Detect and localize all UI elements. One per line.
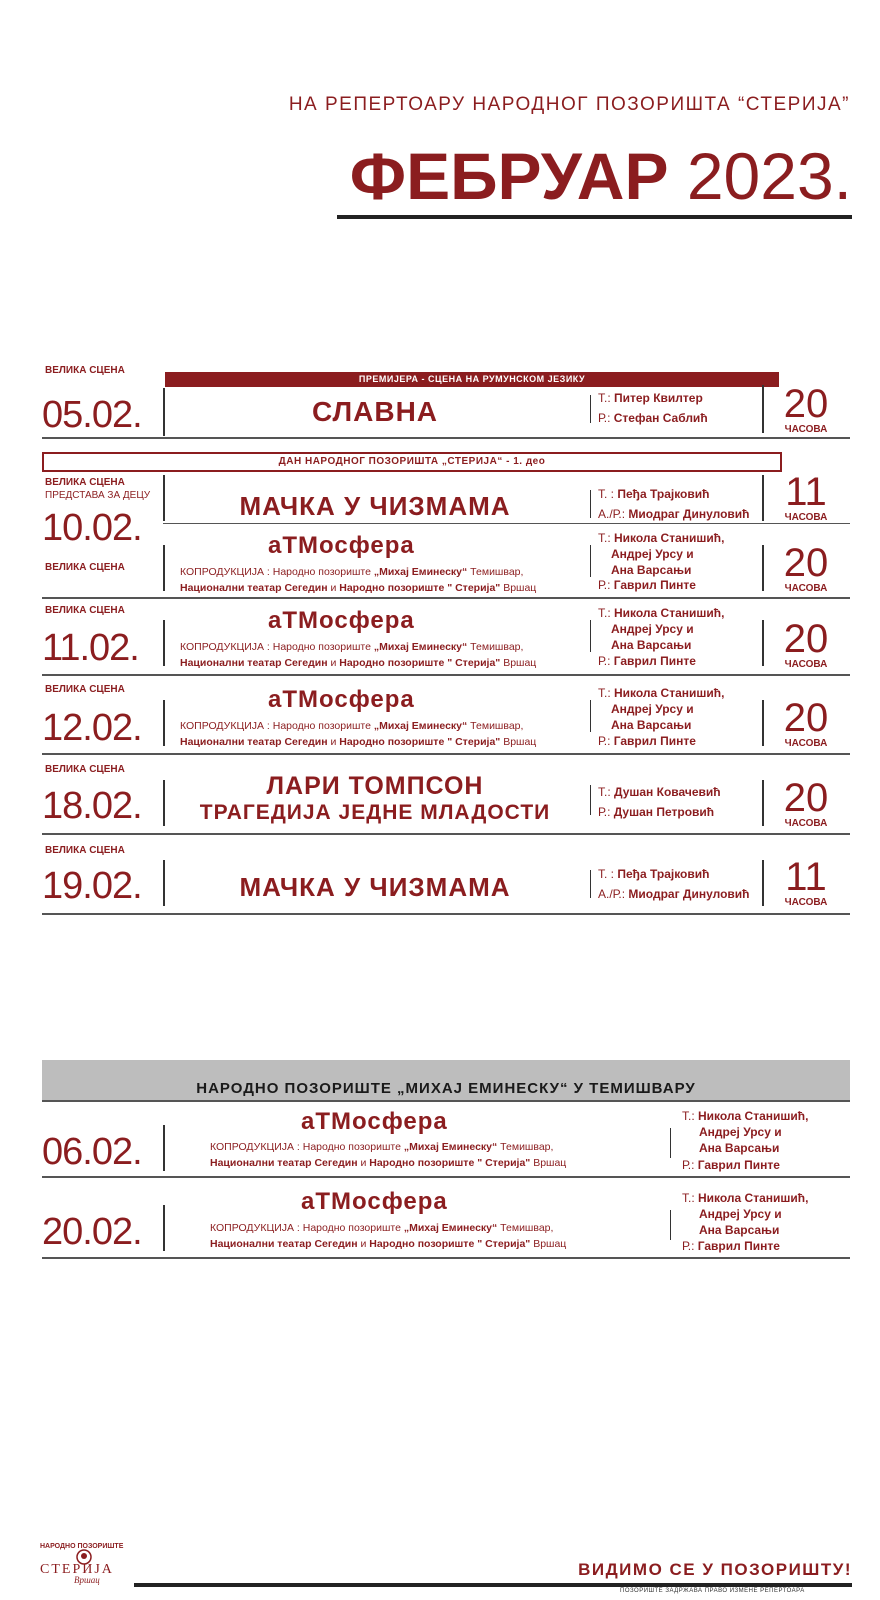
show-title: МАЧКА У ЧИЗМАМА <box>239 872 511 902</box>
credit-author: Т. : Пеђа Трајковић <box>598 867 710 881</box>
credit-director: Р.: Стефан Саблић <box>598 411 708 425</box>
credit-director: А./Р.: Миодраг Динуловић <box>598 507 750 521</box>
stage-label: ВЕЛИКА СЦЕНА <box>45 764 125 775</box>
coproduction-note: КОПРОДУКЦИЈА : Народно позориште „Михај Еминеску“ Темишвар, Национални театар Сегедин и Народно позориште " Стерија" Вршац <box>180 720 537 748</box>
date-19-02: 19.02. <box>42 865 142 907</box>
date-06-02: 06.02. <box>42 1131 142 1173</box>
logo-text: НАРОДНО ПОЗОРИШТЕ <box>40 1543 124 1550</box>
hours-label: ЧАСОВА <box>784 897 828 908</box>
show-time: 11 <box>785 855 827 899</box>
coproduction-note: КОПРОДУКЦИЈА : Народно позориште „Михај Еминеску“ Темишвар, Национални театар Сегедин и Народно позориште " Стерија" Вршац <box>210 1141 567 1169</box>
row-separator <box>163 523 850 524</box>
date-05-02: 05.02. <box>42 394 142 436</box>
show-title: аТМосфера <box>301 1188 448 1215</box>
footer-rule <box>134 1583 852 1587</box>
mask-icon <box>76 1549 92 1565</box>
coproduction-note: КОПРОДУКЦИЈА : Народно позориште „Михај Еминеску“ Темишвар, Национални театар Сегедин и Народно позориште " Стерија" Вршац <box>180 641 537 669</box>
divider <box>590 545 591 577</box>
show-subtitle: ТРАГЕДИЈА ЈЕДНЕ МЛАДОСТИ <box>199 801 551 824</box>
title-underline <box>337 215 852 219</box>
divider <box>762 475 764 521</box>
show-time: 20 <box>783 776 829 820</box>
date-20-02: 20.02. <box>42 1211 142 1253</box>
credit-director: Р.: Гаврил Пинте <box>682 1239 780 1253</box>
divider <box>590 620 591 652</box>
stage-label: ВЕЛИКА СЦЕНА <box>45 845 125 856</box>
divider <box>590 395 591 423</box>
row-separator <box>42 437 850 439</box>
divider <box>670 1128 671 1158</box>
divider <box>670 1210 671 1240</box>
slogan: ВИДИМО СЕ У ПОЗОРИШТУ! <box>578 1560 852 1579</box>
date-11-02: 11.02. <box>42 627 139 669</box>
show-time: 11 <box>785 470 827 514</box>
divider <box>762 620 764 666</box>
date-10-02: 10.02. <box>42 507 142 549</box>
row-separator <box>42 753 850 755</box>
month-name: ФЕБРУАР <box>349 139 669 213</box>
show-time: 20 <box>783 382 829 426</box>
show-title: МАЧКА У ЧИЗМАМА <box>239 491 511 521</box>
divider <box>762 545 764 591</box>
hours-label: ЧАСОВА <box>784 659 828 670</box>
disclaimer: ПОЗОРИШТЕ ЗАДРЖАВА ПРАВО ИЗМЕНЕ РЕПЕРТОАРА <box>620 1588 805 1594</box>
divider <box>163 1205 165 1251</box>
credit-authors: Т.: Никола Станишић, Андреј Урсу и Ана Варсањи <box>682 1109 809 1155</box>
credit-director: Р.: Гаврил Пинте <box>598 578 696 592</box>
coproduction-note: КОПРОДУКЦИЈА : Народно позориште „Михај Еминеску“ Темишвар, Национални театар Сегедин и Народно позориште " Стерија" Вршац <box>180 566 537 594</box>
logo-signature: Вршац <box>74 1575 100 1585</box>
page-subtitle: НА РЕПЕРТОАРУ НАРОДНОГ ПОЗОРИШТА “СТЕРИЈА” <box>288 94 850 115</box>
stage-label: ВЕЛИКА СЦЕНА <box>45 562 125 573</box>
theatre-day-banner: ДАН НАРОДНОГ ПОЗОРИШТА „СТЕРИЈА“ - 1. део <box>42 452 782 472</box>
row-separator <box>42 674 850 676</box>
coproduction-note: КОПРОДУКЦИЈА : Народно позориште „Михај Еминеску“ Темишвар, Национални театар Сегедин и Народно позориште " Стерија" Вршац <box>210 1222 567 1250</box>
show-title: аТМосфера <box>268 686 415 713</box>
show-title: аТМосфера <box>268 607 415 634</box>
credit-authors: Т.: Никола Станишић, Андреј Урсу и Ана Варсањи <box>682 1191 809 1237</box>
divider <box>590 870 591 898</box>
section-heading: НАРОДНО ПОЗОРИШТЕ „МИХАЈ ЕМИНЕСКУ“ У ТЕМИШВАРУ <box>196 1080 696 1097</box>
kids-label: ПРЕДСТАВА ЗА ДЕЦУ <box>45 490 151 501</box>
credit-director: Р.: Гаврил Пинте <box>598 734 696 748</box>
credit-authors: Т.: Никола Станишић, Андреј Урсу и Ана Варсањи <box>598 531 725 577</box>
premiere-banner: ПРЕМИЈЕРА - СЦЕНА НА РУМУНСКОМ ЈЕЗИКУ <box>165 372 779 387</box>
divider <box>762 385 764 433</box>
row-separator <box>42 1100 850 1102</box>
theatre-logo <box>40 1543 132 1591</box>
divider <box>762 860 764 906</box>
credit-director: Р.: Душан Петровић <box>598 805 715 819</box>
show-title: ЛАРИ ТОМПСОН <box>266 772 484 800</box>
divider <box>762 780 764 826</box>
row-separator <box>42 597 850 599</box>
logo-name: СТЕРИЈА <box>40 1562 114 1577</box>
hours-label: ЧАСОВА <box>784 424 828 435</box>
credit-author: Т. : Пеђа Трајковић <box>598 487 710 501</box>
show-title: аТМосфера <box>268 532 415 559</box>
credit-director: Р.: Гаврил Пинте <box>682 1158 780 1172</box>
date-18-02: 18.02. <box>42 785 142 827</box>
stage-label: ВЕЛИКА СЦЕНА <box>45 684 125 695</box>
row-separator <box>42 913 850 915</box>
hours-label: ЧАСОВА <box>784 738 828 749</box>
show-title: аТМосфера <box>301 1108 448 1135</box>
show-time: 20 <box>783 617 829 661</box>
hours-label: ЧАСОВА <box>784 818 828 829</box>
divider <box>163 545 165 591</box>
stage-label: ВЕЛИКА СЦЕНА <box>45 365 125 376</box>
credit-authors: Т.: Никола Станишић, Андреј Урсу и Ана Варсањи <box>598 686 725 732</box>
hours-label: ЧАСОВА <box>784 583 828 594</box>
show-title: СЛАВНА <box>311 396 439 427</box>
divider <box>590 785 591 815</box>
divider <box>163 700 165 746</box>
row-separator <box>42 1176 850 1178</box>
credit-authors: Т.: Никола Станишић, Андреј Урсу и Ана Варсањи <box>598 606 725 652</box>
show-time: 20 <box>783 696 829 740</box>
credit-author: Т.: Питер Квилтер <box>598 391 703 405</box>
divider <box>163 620 165 666</box>
row-separator <box>42 1257 850 1259</box>
show-time: 20 <box>783 541 829 585</box>
page-title <box>350 140 852 212</box>
credit-author: Т.: Душан Ковачевић <box>598 785 721 799</box>
stage-label: ВЕЛИКА СЦЕНА <box>45 605 125 616</box>
hours-label: ЧАСОВА <box>784 512 828 523</box>
row-separator <box>42 833 850 835</box>
credit-director: Р.: Гаврил Пинте <box>598 654 696 668</box>
divider <box>590 700 591 732</box>
stage-label: ВЕЛИКА СЦЕНА <box>45 477 125 488</box>
credit-director: А./Р.: Миодраг Динуловић <box>598 887 750 901</box>
year: 2023. <box>686 139 852 213</box>
divider <box>762 700 764 746</box>
date-12-02: 12.02. <box>42 707 142 749</box>
divider <box>163 1125 165 1171</box>
divider <box>590 490 591 518</box>
